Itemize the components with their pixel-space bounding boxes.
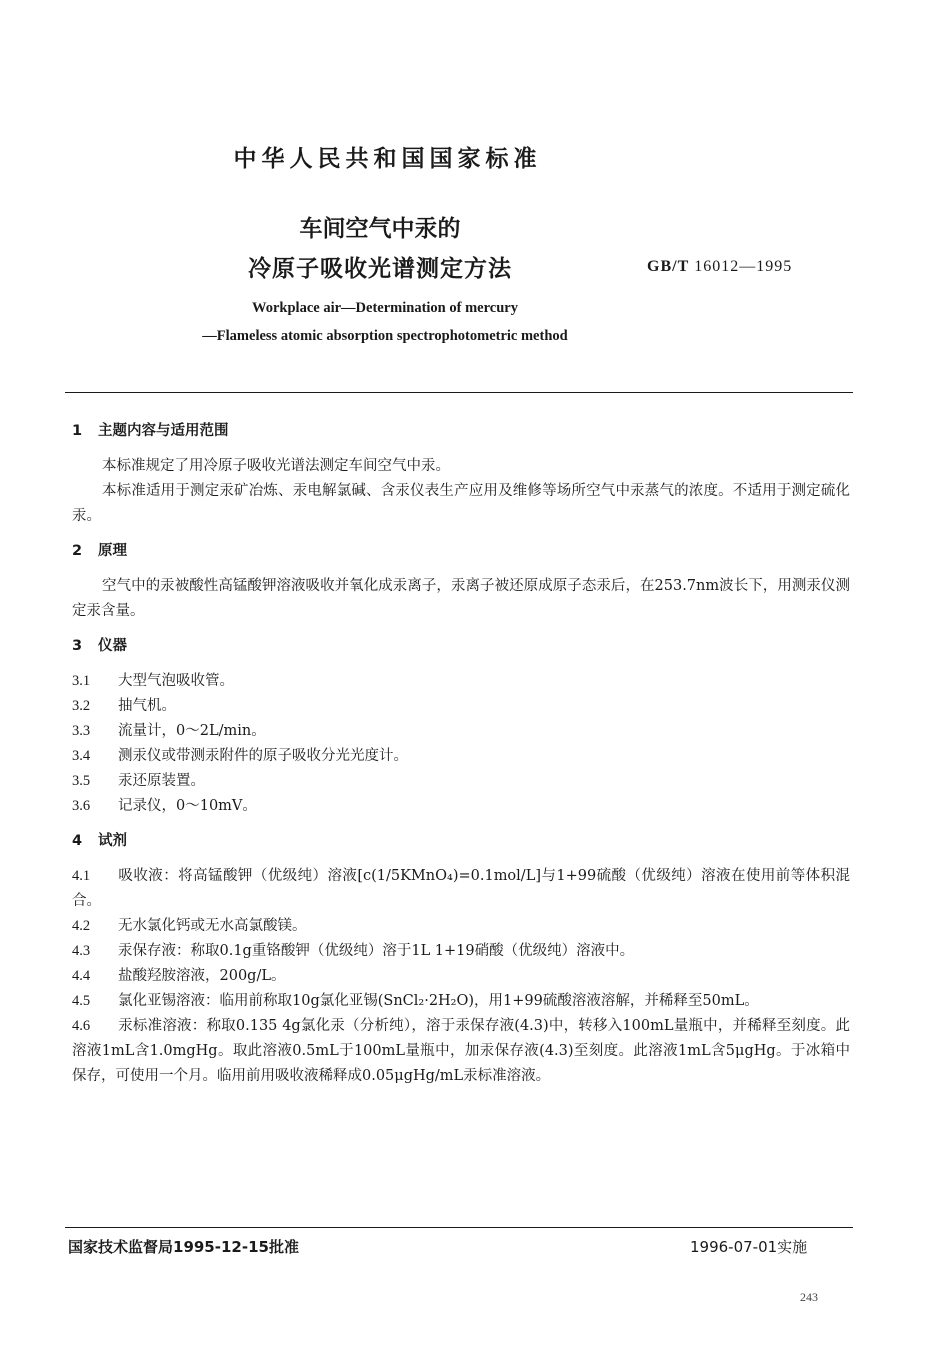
item-text: 氯化亚锡溶液：临用前称取10g氯化亚锡(SnCl₂·2H₂O)，用1+99硫酸溶液溶解，并稀释至50mL。 — [118, 993, 759, 1009]
section-number: 2 — [72, 543, 83, 559]
standard-prefix: GB/T — [647, 258, 690, 275]
list-item — [72, 719, 850, 744]
title-cn-line1: 车间空气中汞的 — [299, 216, 461, 242]
item-text: 测汞仪或带测汞附件的原子吸收分光光度计。 — [118, 748, 408, 764]
list-item — [72, 914, 850, 939]
list-item — [72, 964, 850, 989]
section-title: 试剂 — [98, 833, 127, 849]
item-number: 3.2 — [72, 698, 91, 714]
list-item — [72, 744, 850, 769]
item-number: 3.4 — [72, 748, 91, 764]
title-cn-line2: 冷原子吸收光谱测定方法 — [248, 256, 512, 282]
page-number: 243 — [800, 1290, 818, 1304]
item-text: 盐酸羟胺溶液，200g/L。 — [118, 968, 286, 984]
bottom-divider — [65, 1227, 853, 1228]
effective-date: 1996-07-01实施 — [690, 1238, 808, 1256]
item-text: 汞还原装置。 — [118, 773, 205, 789]
paragraph: 本标准规定了用冷原子吸收光谱法测定车间空气中汞。 — [102, 458, 450, 474]
item-number: 3.5 — [72, 773, 91, 789]
item-text: 记录仪，0～10mV。 — [118, 798, 257, 814]
section-2-heading — [72, 539, 850, 564]
list-item — [72, 769, 850, 794]
item-number: 4.4 — [72, 968, 91, 984]
item-number: 4.2 — [72, 918, 91, 934]
list-item — [72, 864, 850, 914]
standard-code: 16012—1995 — [694, 258, 793, 275]
item-number: 4.6 — [72, 1018, 91, 1034]
section-title: 仪器 — [98, 638, 127, 654]
title-en-line2: —Flameless atomic absorption spectrophotometric method — [202, 328, 568, 344]
item-number: 4.1 — [72, 868, 91, 884]
item-number: 3.1 — [72, 673, 91, 689]
item-number: 4.5 — [72, 993, 91, 1009]
section-number: 3 — [72, 638, 83, 654]
issue-date: 国家技术监督局1995-12-15批准 — [68, 1238, 299, 1256]
top-divider — [65, 392, 853, 393]
section-1-heading — [72, 419, 850, 444]
section-3-heading — [72, 634, 850, 659]
section-title: 主题内容与适用范围 — [98, 423, 229, 439]
item-text: 无水氯化钙或无水高氯酸镁。 — [118, 918, 307, 934]
item-text: 抽气机。 — [118, 698, 176, 714]
document-body — [72, 419, 850, 1089]
item-number: 4.3 — [72, 943, 91, 959]
item-text: 汞保存液：称取0.1g重铬酸钾（优级纯）溶于1L 1+19硝酸（优级纯）溶液中。 — [118, 943, 635, 959]
section-4-heading — [72, 829, 850, 854]
section-title: 原理 — [98, 543, 127, 559]
item-text: 汞标准溶液：称取0.135 4g氯化汞（分析纯），溶于汞保存液(4.3)中，转移入100mL量瓶中，并稀释至刻度。此溶液1mL含1.0mgHg。取此溶液0.5mL于100mL量瓶中，加汞保存液(4.3)至刻度。此溶液1mL含5μgHg。于冰箱中保存，可使用一个月。临用前用吸收液稀释成0.05μgHg/mL汞标准溶液。 — [72, 1018, 850, 1084]
section-number: 4 — [72, 833, 83, 849]
title-en-line1: Workplace air—Determination of mercury — [252, 300, 518, 316]
paragraph: 本标准适用于测定汞矿冶炼、汞电解氯碱、含汞仪表生产应用及维修等场所空气中汞蒸气的浓度。不适用于测定硫化汞。 — [72, 483, 850, 524]
national-standard-heading: 中华人民共和国国家标准 — [233, 146, 542, 172]
item-text: 流量计，0～2L/min。 — [118, 723, 266, 739]
list-item — [72, 669, 850, 694]
item-text: 吸收液：将高锰酸钾（优级纯）溶液[c(1/5KMnO₄)=0.1mol/L]与1+99硫酸（优级纯）溶液在使用前等体积混合。 — [72, 868, 850, 909]
list-item — [72, 694, 850, 719]
list-item — [72, 1014, 850, 1089]
list-item — [72, 794, 850, 819]
item-number: 3.3 — [72, 723, 91, 739]
item-text: 大型气泡吸收管。 — [118, 673, 234, 689]
list-item — [72, 989, 850, 1014]
standard-number — [647, 258, 792, 276]
section-number: 1 — [72, 423, 83, 439]
paragraph: 空气中的汞被酸性高锰酸钾溶液吸收并氧化成汞离子，汞离子被还原成原子态汞后，在253.7nm波长下，用测汞仪测定汞含量。 — [72, 578, 850, 619]
item-number: 3.6 — [72, 798, 91, 814]
list-item — [72, 939, 850, 964]
